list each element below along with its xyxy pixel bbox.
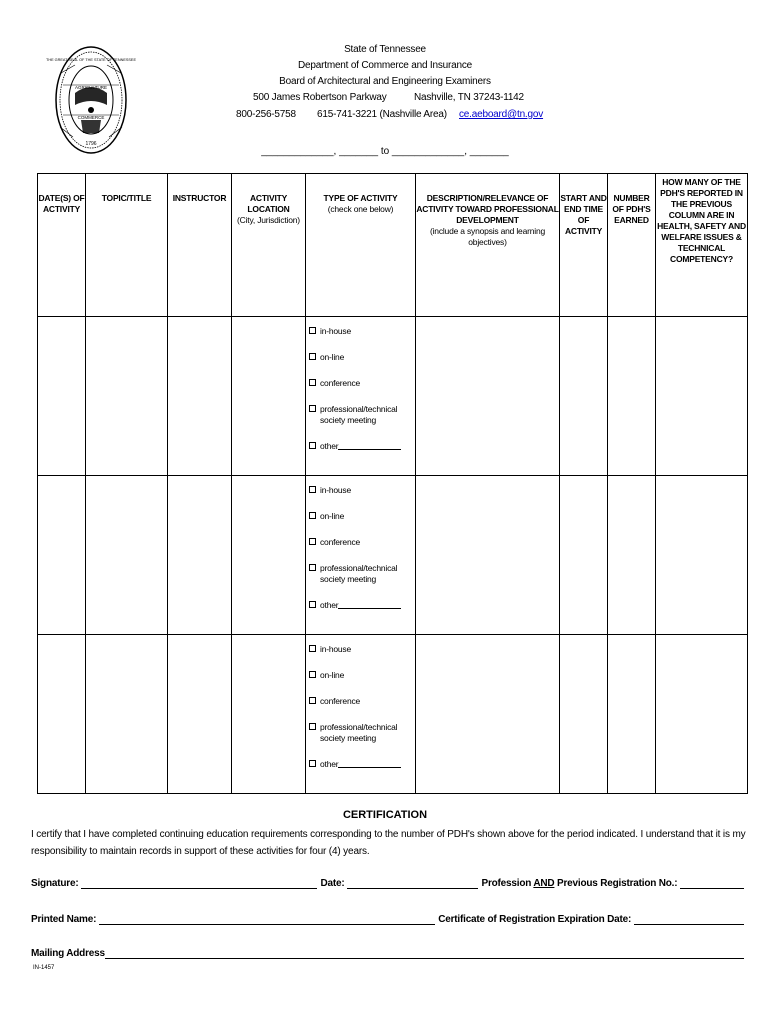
pdh-cell[interactable] — [608, 635, 656, 794]
instructor-cell[interactable] — [168, 476, 232, 635]
hsw-cell[interactable] — [656, 635, 748, 794]
col-topic: TOPIC/TITLE — [86, 174, 168, 317]
board-name: Board of Architectural and Engineering Examiners — [279, 76, 491, 87]
checkbox[interactable] — [309, 486, 316, 493]
address-row — [0, 92, 770, 106]
email-link[interactable]: ce.aeboard@tn.gov — [459, 109, 544, 120]
seal-year-text: 1796 — [85, 141, 97, 147]
time-cell[interactable] — [560, 476, 608, 635]
location-cell[interactable] — [232, 476, 306, 635]
checkbox[interactable] — [309, 601, 316, 608]
description-cell[interactable] — [416, 317, 560, 476]
topic-cell[interactable] — [86, 476, 168, 635]
certification-title: CERTIFICATION — [342, 809, 428, 821]
col-description: DESCRIPTION/RELEVANCE OF ACTIVITY TOWARD PROFESSIONAL DEVELOPMENT (include a synopsis and learning objectives) — [416, 174, 560, 317]
seal-ring-text: THE GREAT SEAL OF THE STATE OF TENNESSEE — [46, 58, 136, 62]
option-other[interactable]: other — [309, 441, 415, 452]
hsw-cell[interactable] — [656, 317, 748, 476]
table-row — [38, 317, 748, 476]
mailing-address-field[interactable] — [105, 949, 744, 959]
option-professional-society[interactable]: professional/technical society meeting — [309, 404, 415, 426]
table-row — [38, 635, 748, 794]
option-professional-society[interactable]: professional/technical society meeting — [309, 722, 415, 744]
printed-name-field[interactable] — [99, 915, 435, 925]
time-cell[interactable] — [560, 317, 608, 476]
option-on-line[interactable]: on-line — [309, 352, 415, 363]
printed-name-row — [31, 914, 747, 925]
checkbox[interactable] — [309, 353, 316, 360]
col-dates: DATE(S) OF ACTIVITY — [38, 174, 86, 317]
form-number: IN-1457 — [33, 965, 55, 971]
checkbox[interactable] — [309, 538, 316, 545]
mailing-address-row — [31, 948, 747, 959]
topic-cell[interactable] — [86, 317, 168, 476]
other-line[interactable] — [338, 600, 401, 609]
certification-text: I certify that I have completed continuing education requirements corresponding to the number of PDH's shown above for the period indicated. I understand that it is my responsibility to maintain records in support of these activities for four (4) years. — [31, 829, 746, 857]
table-header-row — [38, 174, 748, 317]
checkbox[interactable] — [309, 512, 316, 519]
option-professional-society[interactable]: professional/technical society meeting — [309, 563, 415, 585]
mailing-address-label: Mailing Address — [31, 948, 105, 959]
instructor-cell[interactable] — [168, 635, 232, 794]
profession-label: Profession AND Previous Registration No.: — [481, 878, 678, 889]
col-instructor: INSTRUCTOR — [168, 174, 232, 317]
description-cell[interactable] — [416, 635, 560, 794]
expiration-date-label: Certificate of Registration Expiration Date: — [438, 914, 632, 925]
seal-agriculture-text: AGRICULTURE — [75, 85, 107, 90]
state-name: State of Tennessee — [344, 44, 426, 55]
checkbox[interactable] — [309, 379, 316, 386]
signature-row — [31, 878, 747, 889]
type-cell — [306, 476, 416, 635]
option-conference[interactable]: conference — [309, 537, 415, 548]
dates-cell[interactable] — [38, 635, 86, 794]
date-label: Date: — [320, 878, 345, 889]
time-cell[interactable] — [560, 635, 608, 794]
reporting-period-field[interactable]: _____________, _______ to _____________, _______ — [261, 146, 509, 157]
street-address: 500 James Robertson Parkway — [253, 92, 387, 103]
phone-nashville: 615-741-3221 (Nashville Area) — [317, 109, 447, 120]
option-other[interactable]: other — [309, 600, 415, 611]
option-in-house[interactable]: in-house — [309, 644, 415, 655]
col-type: TYPE OF ACTIVITY (check one below) — [306, 174, 416, 317]
other-line[interactable] — [338, 441, 401, 450]
topic-cell[interactable] — [86, 635, 168, 794]
checkbox[interactable] — [309, 405, 316, 412]
location-cell[interactable] — [232, 317, 306, 476]
type-cell — [306, 635, 416, 794]
type-cell — [306, 317, 416, 476]
profession-field[interactable] — [680, 879, 744, 889]
checkbox[interactable] — [309, 564, 316, 571]
col-hsw: HOW MANY OF THE PDH'S REPORTED IN THE PREVIOUS COLUMN ARE IN HEALTH, SAFETY AND WELFARE ISSUES & TECHNICAL COMPETENCY? — [656, 174, 748, 317]
option-on-line[interactable]: on-line — [309, 511, 415, 522]
checkbox[interactable] — [309, 442, 316, 449]
printed-name-label: Printed Name: — [31, 914, 97, 925]
table-row — [38, 476, 748, 635]
checkbox[interactable] — [309, 327, 316, 334]
dates-cell[interactable] — [38, 317, 86, 476]
signature-field[interactable] — [81, 879, 317, 889]
option-other[interactable]: other — [309, 759, 415, 770]
seal-commerce-text: COMMERCE — [77, 115, 105, 120]
option-on-line[interactable]: on-line — [309, 670, 415, 681]
department-name: Department of Commerce and Insurance — [298, 60, 472, 71]
date-field[interactable] — [347, 879, 478, 889]
phone-tollfree: 800-256-5758 — [236, 109, 296, 120]
checkbox[interactable] — [309, 697, 316, 704]
option-in-house[interactable]: in-house — [309, 485, 415, 496]
other-line[interactable] — [338, 759, 401, 768]
checkbox[interactable] — [309, 760, 316, 767]
option-in-house[interactable]: in-house — [309, 326, 415, 337]
checkbox[interactable] — [309, 723, 316, 730]
contact-row — [0, 109, 770, 123]
option-conference[interactable]: conference — [309, 696, 415, 707]
description-cell[interactable] — [416, 476, 560, 635]
activity-table — [37, 173, 748, 794]
col-pdh: NUMBER OF PDH'S EARNED — [608, 174, 656, 317]
instructor-cell[interactable] — [168, 317, 232, 476]
checkbox[interactable] — [309, 671, 316, 678]
col-time: START AND END TIME OF ACTIVITY — [560, 174, 608, 317]
pdh-cell[interactable] — [608, 476, 656, 635]
expiration-date-field[interactable] — [634, 915, 744, 925]
checkbox[interactable] — [309, 645, 316, 652]
dates-cell[interactable] — [38, 476, 86, 635]
hsw-cell[interactable] — [656, 476, 748, 635]
col-location: ACTIVITY LOCATION (City, Jurisdiction) — [232, 174, 306, 317]
pdh-cell[interactable] — [608, 317, 656, 476]
signature-label: Signature: — [31, 878, 79, 889]
option-conference[interactable]: conference — [309, 378, 415, 389]
city-address: Nashville, TN 37243-1142 — [414, 92, 524, 103]
location-cell[interactable] — [232, 635, 306, 794]
